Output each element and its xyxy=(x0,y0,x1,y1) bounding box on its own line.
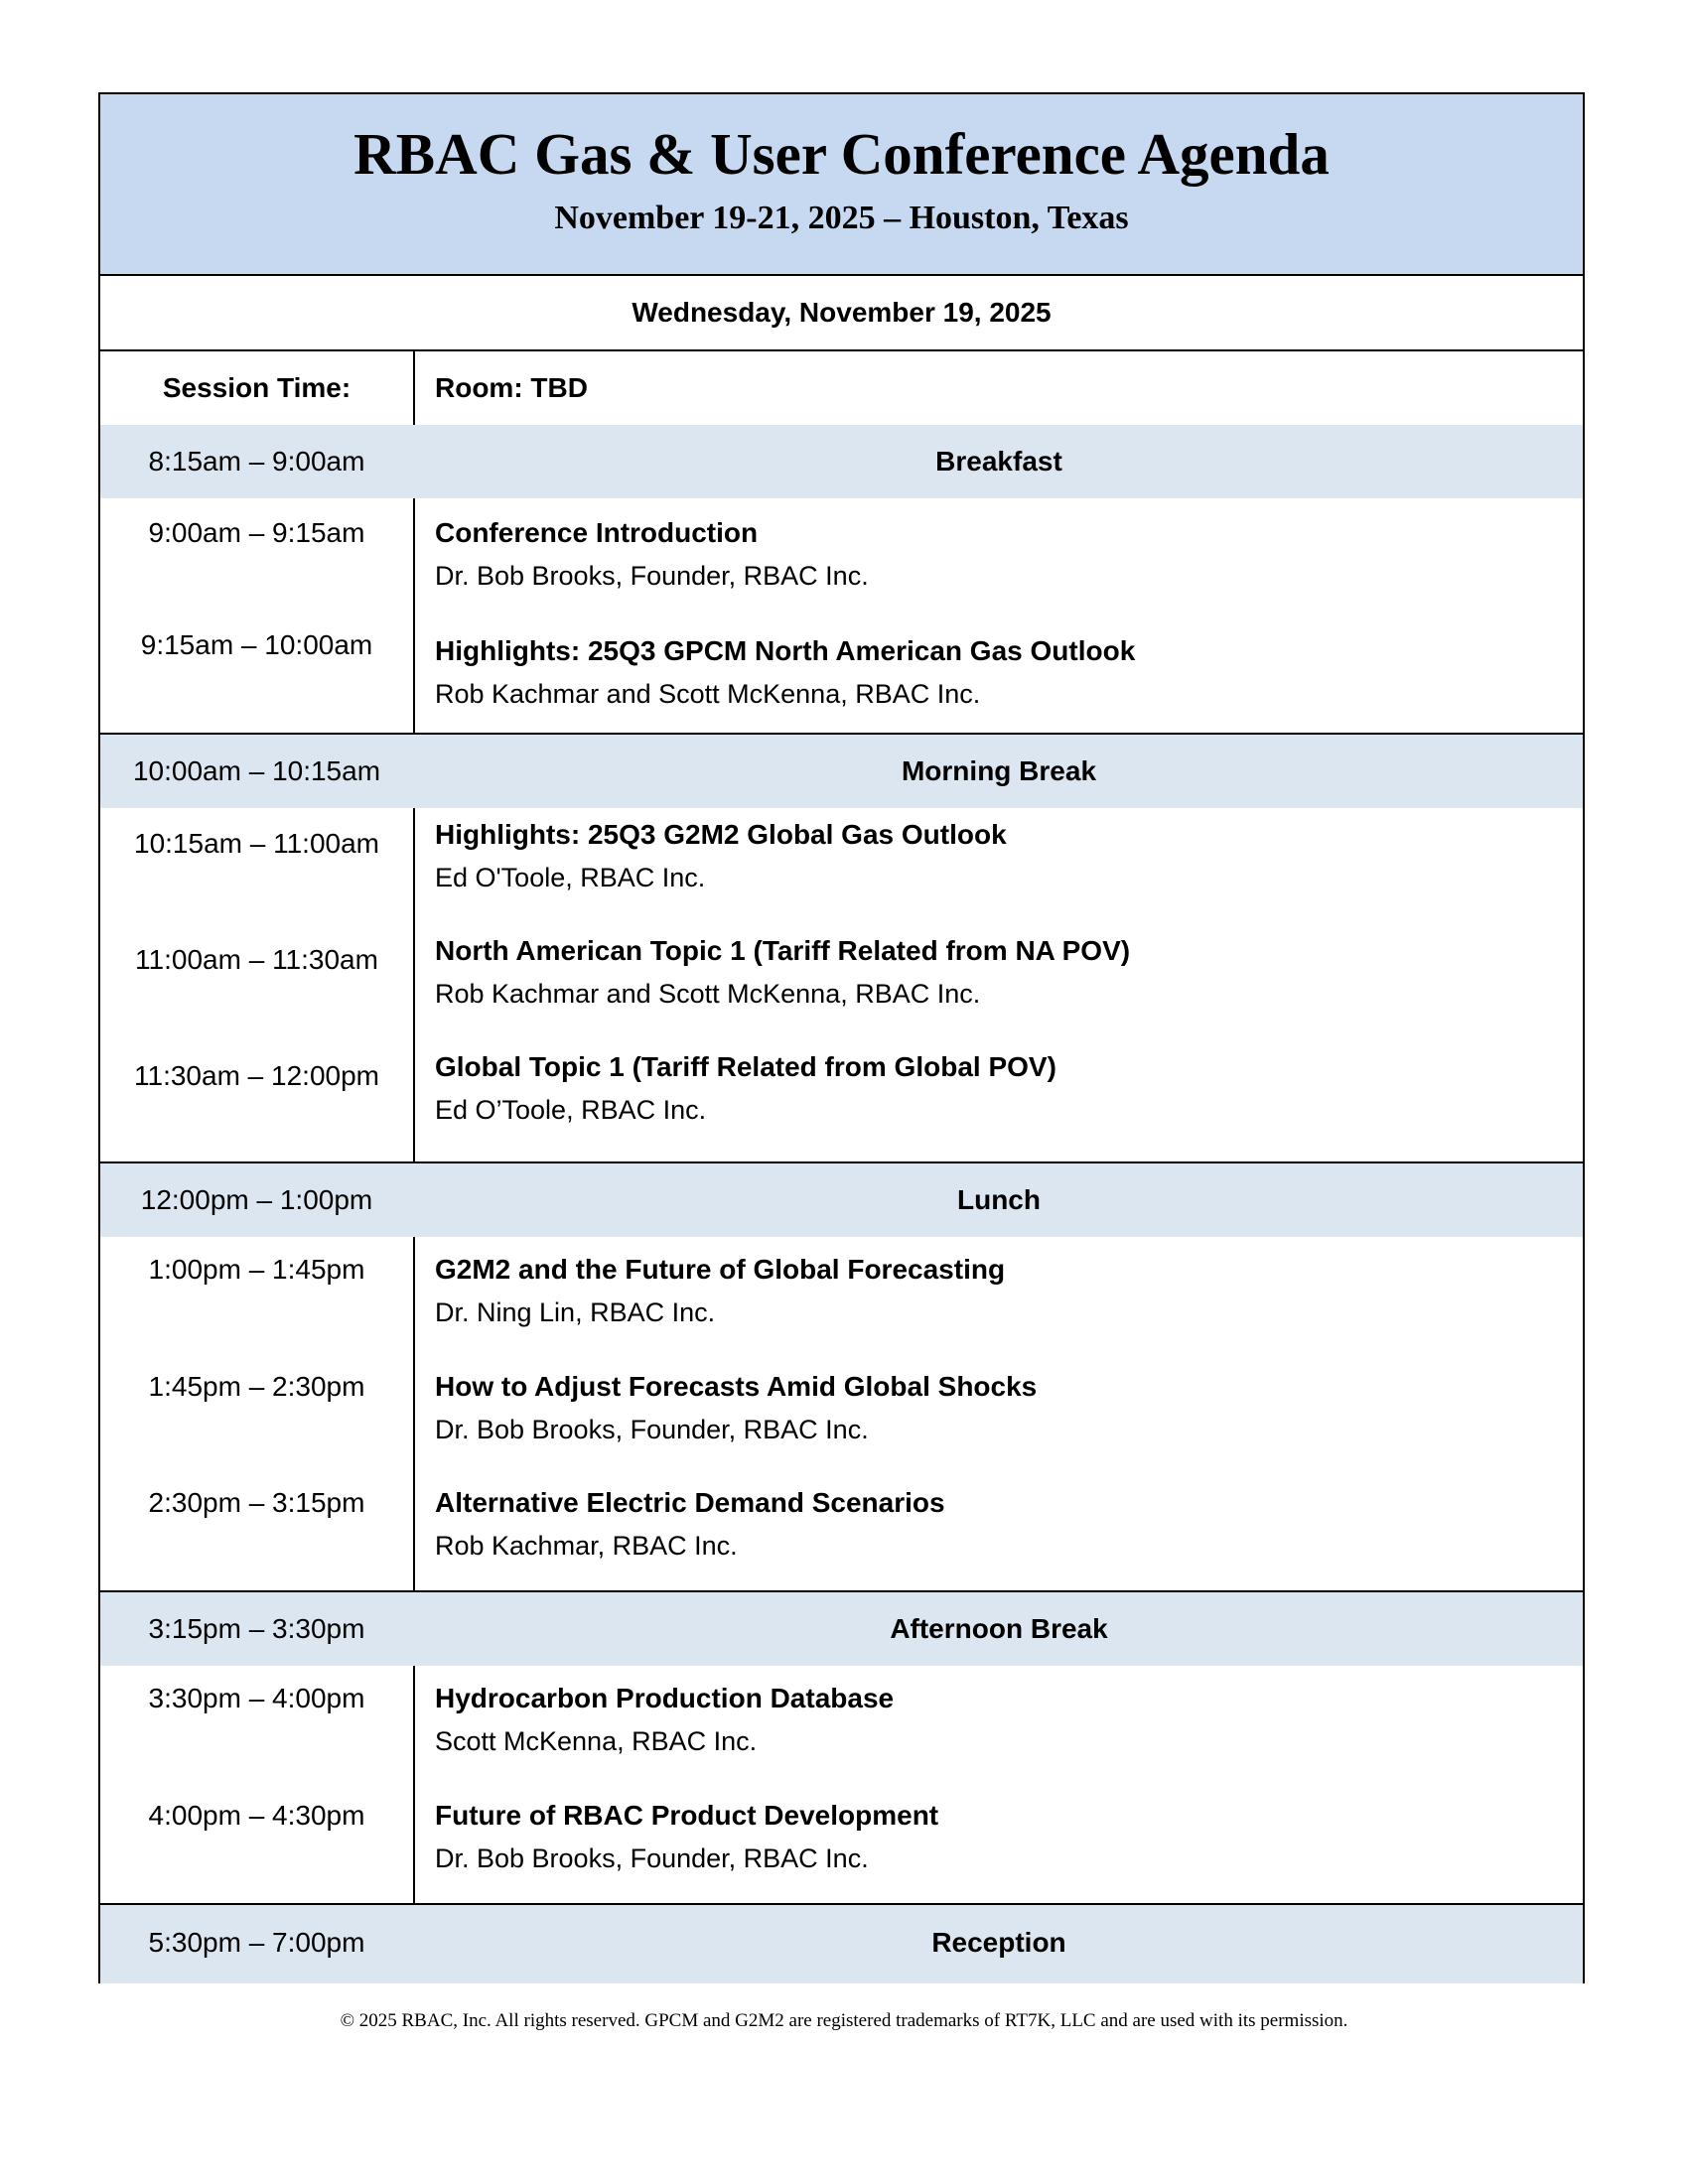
session-speaker: Rob Kachmar and Scott McKenna, RBAC Inc. xyxy=(435,679,981,709)
break-label: Morning Break xyxy=(901,755,1097,786)
day-heading: Wednesday, November 19, 2025 xyxy=(100,276,1583,351)
break-row-reception xyxy=(100,1903,1583,1983)
break-row-morning xyxy=(100,733,1583,808)
break-label: Reception xyxy=(931,1927,1066,1958)
room-header: Room: TBD xyxy=(435,372,588,403)
agenda-table xyxy=(98,92,1585,1983)
session-title: Highlights: 25Q3 GPCM North American Gas Outlook xyxy=(435,635,1136,666)
page-title: RBAC Gas & User Conference Agenda xyxy=(353,121,1330,187)
session-time: 8:15am – 9:00am xyxy=(148,446,365,477)
session-speaker: Ed O'Toole, RBAC Inc. xyxy=(435,863,706,892)
break-label: Lunch xyxy=(957,1184,1041,1215)
agenda-header xyxy=(100,94,1583,276)
session-time: 11:30am – 12:00pm xyxy=(134,1060,379,1091)
break-row-afternoon xyxy=(100,1590,1583,1666)
session-time: 5:30pm – 7:00pm xyxy=(148,1927,365,1958)
session-time: 9:15am – 10:00am xyxy=(140,629,373,660)
session-speaker: Ed O’Toole, RBAC Inc. xyxy=(435,1095,707,1125)
break-row-breakfast xyxy=(100,425,1583,498)
session-speaker: Dr. Bob Brooks, Founder, RBAC Inc. xyxy=(435,1843,869,1873)
copyright-footer: © 2025 RBAC, Inc. All rights reserved. GPCM and G2M2 are registered trademarks of RT7K, LLC and are used with its permission. xyxy=(340,2010,1348,2031)
session-speaker: Rob Kachmar and Scott McKenna, RBAC Inc. xyxy=(435,979,981,1009)
break-label: Breakfast xyxy=(935,446,1062,477)
session-title: Alternative Electric Demand Scenarios xyxy=(435,1487,945,1518)
session-speaker: Dr. Bob Brooks, Founder, RBAC Inc. xyxy=(435,561,869,591)
session-time: 10:15am – 11:00am xyxy=(134,828,379,859)
session-time: 2:30pm – 3:15pm xyxy=(148,1487,365,1518)
session-time-header: Session Time: xyxy=(162,372,352,403)
session-title: G2M2 and the Future of Global Forecasting xyxy=(435,1254,1006,1285)
session-time: 10:00am – 10:15am xyxy=(132,755,381,786)
break-label: Afternoon Break xyxy=(890,1613,1108,1644)
session-time: 12:00pm – 1:00pm xyxy=(140,1184,373,1215)
session-title: Highlights: 25Q3 G2M2 Global Gas Outlook xyxy=(435,819,1007,850)
session-title: How to Adjust Forecasts Amid Global Shocks xyxy=(435,1371,1038,1402)
session-title: Conference Introduction xyxy=(435,517,759,548)
session-title: Global Topic 1 (Tariff Related from Global POV) xyxy=(435,1051,1056,1082)
session-title: North American Topic 1 (Tariff Related from NA POV) xyxy=(435,935,1131,966)
session-time: 11:00am – 11:30am xyxy=(135,944,378,975)
session-time: 1:00pm – 1:45pm xyxy=(148,1254,365,1285)
session-time: 1:45pm – 2:30pm xyxy=(148,1371,365,1402)
session-time: 4:00pm – 4:30pm xyxy=(148,1800,365,1831)
session-time: 3:30pm – 4:00pm xyxy=(148,1683,365,1713)
session-time: 3:15pm – 3:30pm xyxy=(148,1613,365,1644)
page-subtitle: November 19-21, 2025 – Houston, Texas xyxy=(554,200,1129,236)
session-time: 9:00am – 9:15am xyxy=(148,517,365,548)
session-speaker: Dr. Ning Lin, RBAC Inc. xyxy=(435,1297,716,1327)
session-speaker: Scott McKenna, RBAC Inc. xyxy=(435,1726,758,1756)
session-speaker: Rob Kachmar, RBAC Inc. xyxy=(435,1531,738,1561)
session-title: Future of RBAC Product Development xyxy=(435,1800,939,1831)
session-speaker: Dr. Bob Brooks, Founder, RBAC Inc. xyxy=(435,1415,869,1444)
session-title: Hydrocarbon Production Database xyxy=(435,1683,895,1713)
break-row-lunch xyxy=(100,1161,1583,1237)
